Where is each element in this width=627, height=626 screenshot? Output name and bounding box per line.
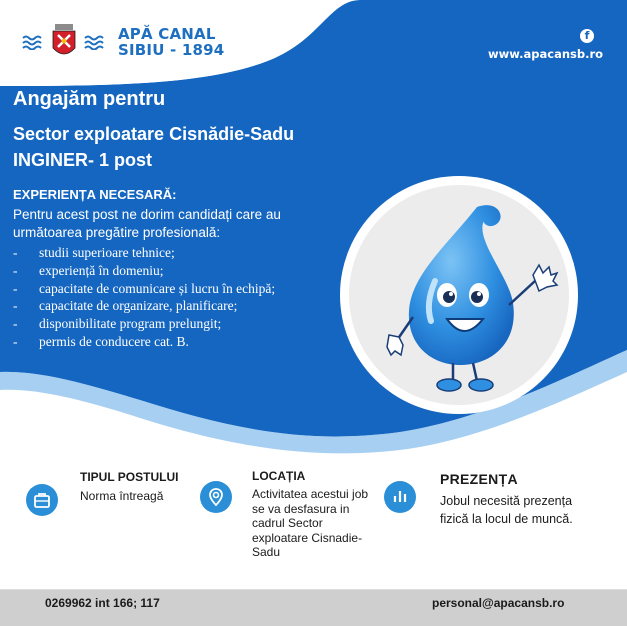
experience-intro: Pentru acest post ne dorim candidați care au următoarea pregătire profesională:: [13, 207, 281, 240]
presence-value: Jobul necesită prezența fizică la locul de muncă.: [440, 494, 573, 526]
list-item: - capacitate de organizare, planificare;: [13, 298, 238, 314]
bar-chart-icon: [384, 481, 416, 513]
list-item: - studii superioare tehnice;: [13, 245, 175, 260]
headline-position: INGINER- 1 post: [13, 150, 153, 170]
job-type-title: TIPUL POSTULUI: [80, 470, 179, 484]
location-pin-icon: [200, 481, 232, 513]
mascot-backdrop: [349, 185, 569, 405]
brand-logo: [22, 22, 224, 62]
requirements-list: [13, 244, 275, 351]
waves-icon: [22, 34, 44, 50]
facebook-icon[interactable]: f: [580, 29, 594, 43]
presence-title: PREZENȚA: [440, 471, 518, 487]
list-item: - capacitate de comunicare și lucru în echipă;: [13, 280, 276, 296]
job-type-value: Norma întreagă: [80, 489, 164, 503]
headline-sector: Sector exploatare Cisnădie-Sadu: [13, 124, 295, 144]
footer-email[interactable]: personal@apacansb.ro: [432, 596, 565, 610]
brand-name: APĂ CANAL: [118, 25, 216, 43]
location-title: LOCAȚIA: [252, 469, 306, 483]
location-value: Activitatea acestui job se va desfasura in cadrul Sector exploatare Cisnadie-Sadu: [252, 487, 369, 559]
list-item: - experiență în domeniu;: [13, 262, 164, 278]
website-link[interactable]: www.apacansb.ro: [488, 47, 604, 61]
brand-subtitle: SIBIU - 1894: [118, 41, 225, 59]
list-item: - disponibilitate program prelungit;: [13, 316, 222, 332]
waves-icon: [84, 34, 106, 50]
water-drop-mascot: [349, 185, 569, 405]
list-item: - permis de conducere cat. B.: [13, 333, 189, 349]
footer-phone[interactable]: 0269962 int 166; 117: [45, 596, 160, 610]
experience-title: EXPERIENȚA NECESARĂ:: [13, 187, 177, 202]
crest-icon: [50, 22, 78, 62]
headline-hiring: Angajăm pentru: [13, 88, 166, 110]
briefcase-icon: [26, 484, 58, 516]
